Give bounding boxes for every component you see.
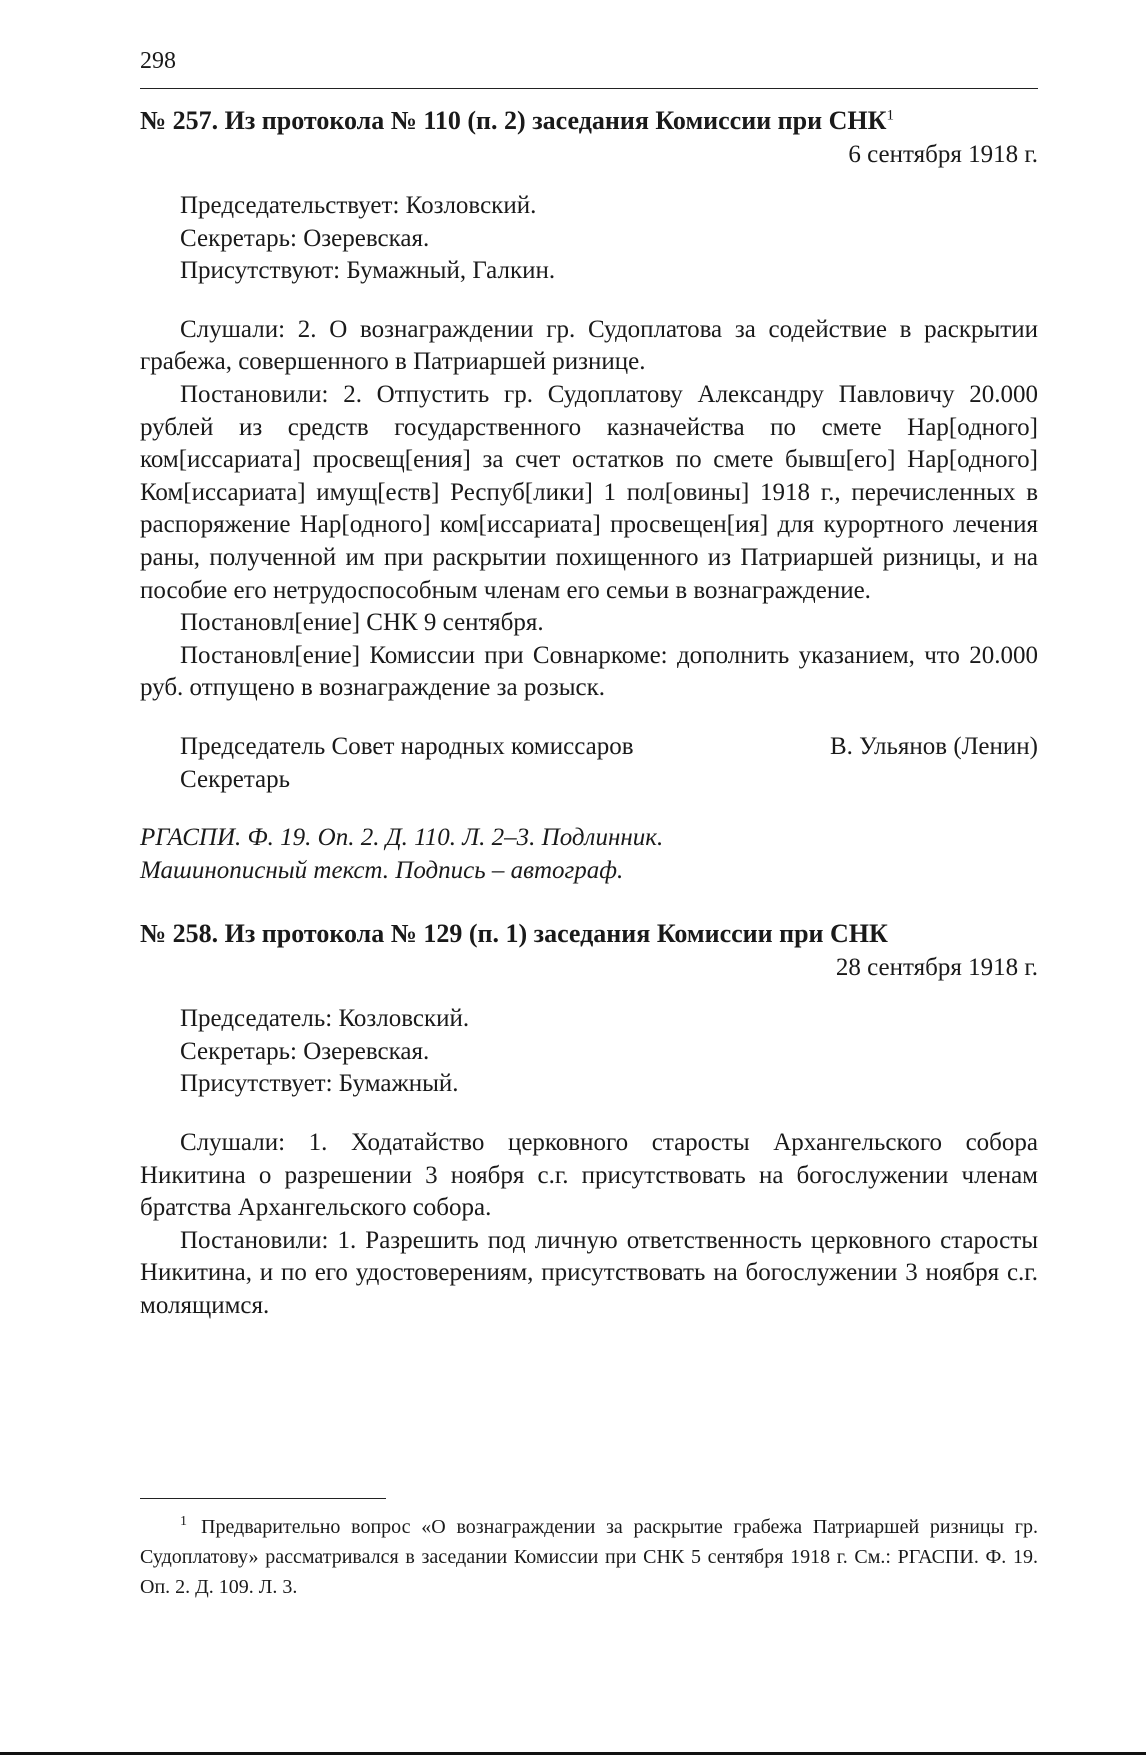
doc-257-date: 6 сентября 1918 г. [848,141,1038,168]
doc-258-title: № 258. Из протокола № 129 (п. 1) заседания Комиссии при СНК [140,919,888,949]
document-257 [140,104,1038,887]
footnote-ref: 1 [886,107,894,124]
page-content [140,104,1038,1323]
doc-257-title: № 257. Из протокола № 110 (п. 2) заседания Комиссии при СНК$^1$ [140,106,894,135]
doc-257-attendance [140,190,1038,288]
signature-secretary-label: Секретарь [180,765,291,793]
doc-258-heard: Слушали: 1. Ходатайство церковного старосты Архангельского собора Никитина о разрешении 3 ноября с.г. присутствовать на богослужении членам братства Архангельского собора. [140,1129,1038,1222]
footnote [140,1512,1038,1602]
source-line-2: Машинописный текст. Подпись – автограф. [140,856,624,884]
doc-257-chair: Председательствует: Козловский. [180,192,537,219]
doc-258-resolved: Постановили: 1. Разрешить под личную ответственность церковного старосты Никитина, и по его удостоверениям, присутствовать на богослужении 3 ноября с.г. молящимся. [140,1226,1038,1320]
doc-258-secretary: Секретарь: Озеревская. [180,1037,430,1065]
signature-name: В. Ульянов (Ленин) [829,732,1038,760]
doc-257-heard: Слушали: 2. О вознаграждении гр. Судоплатова за содействие в раскрытии грабежа, совершенного в Патриаршей ризнице. [140,315,1038,376]
doc-257-body [140,314,1038,705]
footnote-mark: 1 [180,1514,187,1530]
doc-257-resolved: Постановили: 2. Отпустить гр. Судоплатову Александру Павловичу 20.000 рублей из средств государственного казначейства по смете Нар[одного] ком[иссариата] просвещ[ения] за счет остатков по смете бывш[его] Нар[одного] Ком[иссариата] имущ[еств] Респуб[лики] 1 пол[овины] 1918 г., перечисленных в распоряжение Нар[одного] ком[иссариата] просвещен[ия] для курортного лечения раны, полученной им при раскрытии похищенного из Патриаршей ризницы, и на пособие его нетрудоспособным членам его семьи в вознаграждение. [140,380,1038,604]
doc-258-attendance [140,1003,1038,1101]
doc-257-source [140,822,1038,887]
doc-257-present: Присутствуют: Бумажный, Галкин. [180,257,556,285]
source-line-1: РГАСПИ. Ф. 19. Оп. 2. Д. 110. Л. 2–3. Подлинник. [140,824,664,852]
footnote-text: Предварительно вопрос «О вознаграждении за раскрытие грабежа Патриаршей ризницы гр. Судоплатову» рассматривался в заседании Комиссии при СНК 5 сентября 1918 г. См.: РГАСПИ. Ф. 19. Оп. 2. Д. 109. Л. 3. [140,1516,1038,1598]
bottom-edge [0,1752,1146,1755]
doc-257-signatures [140,731,1038,796]
header-rule [140,88,1038,89]
doc-258-body [140,1127,1038,1323]
doc-258-present: Присутствует: Бумажный. [180,1070,459,1098]
page-number: 298 [140,48,176,74]
document-258 [140,917,1038,1322]
doc-257-snk-resolution: Постановл[ение] СНК 9 сентября. [180,609,544,637]
signature-row [140,731,1038,764]
doc-258-chair: Председатель: Козловский. [180,1005,470,1033]
doc-257-secretary: Секретарь: Озеревская. [180,224,430,252]
doc-257-commission-resolution: Постановл[ение] Комиссии при Совнаркоме: дополнить указанием, что 20.000 руб. отпущено в вознаграждение за розыск. [140,641,1038,702]
footnote-rule [140,1498,386,1499]
signature-chair-label: Председатель Совет народных комиссаров [180,732,634,760]
doc-258-date: 28 сентября 1918 г. [835,954,1038,982]
